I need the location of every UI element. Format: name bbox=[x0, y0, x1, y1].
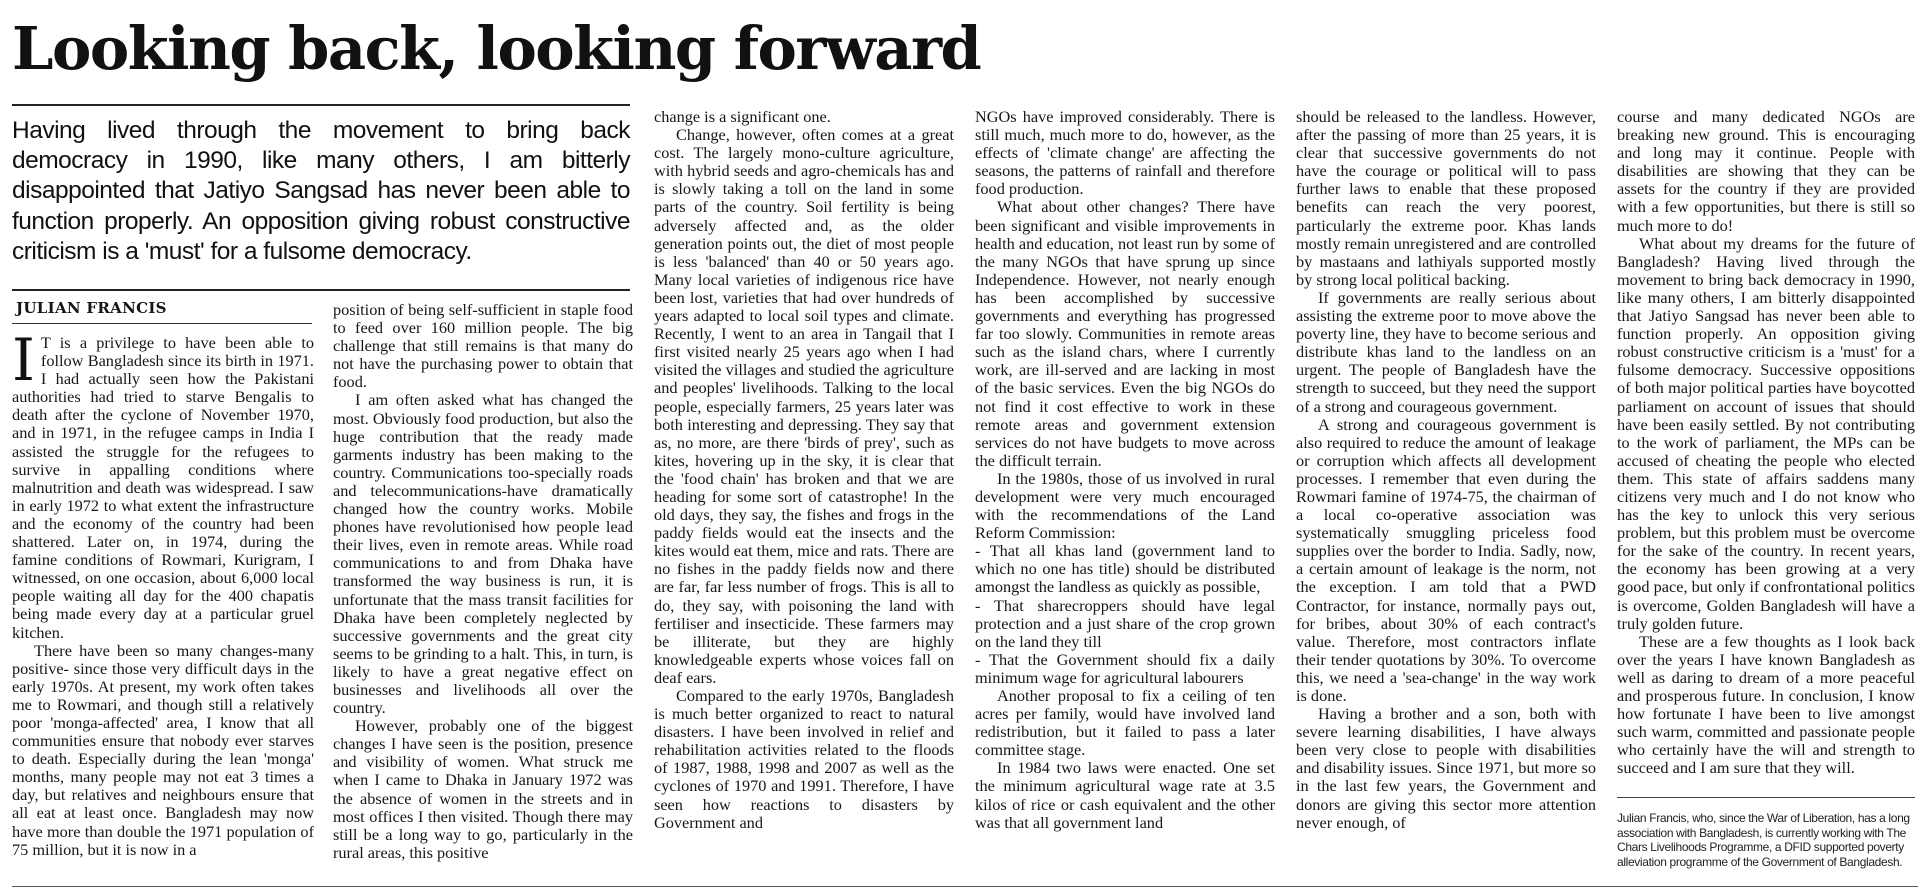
paragraph: should be released to the landless. However, after the passing of more than 25 years, it is clear that successive governments do not have the courage or political will to pass further laws to enable that these proposed benefits can reach the very poorest, particularly the extreme poor. Khas lands mostly remain unregistered and are controlled by mastaans and lathiyals supported mostly by strong local political backing. bbox=[1296, 108, 1596, 289]
paragraph bbox=[12, 334, 314, 642]
deck-rule bbox=[12, 289, 630, 291]
headline: Looking back, looking forward bbox=[12, 14, 981, 83]
bottom-rule bbox=[12, 886, 1918, 887]
paragraph: Compared to the early 1970s, Bangladesh is much better organized to react to natural disasters. I have been involved in relief and rehabilitation activities related to the floods of 1987, 1988, 1998 and 2007 as well as the cyclones of 1970 and 1991. Therefore, I have seen how reactions to disasters by Government and bbox=[654, 686, 954, 832]
article-column-1 bbox=[12, 334, 314, 886]
paragraph: position of being self-sufficient in staple food to feed over 160 million people. The big challenge that still remains is that many do not have the purchasing power to obtain that food. bbox=[333, 301, 633, 392]
bio-rule bbox=[1617, 797, 1915, 798]
paragraph: course and many dedicated NGOs are breaking new ground. This is encouraging and long may it continue. People with disabilities are showing that they can be assets for the country if they are provided with a few opportunities, but there is still so much more to do! bbox=[1617, 108, 1915, 235]
author-bio: Julian Francis, who, since the War of Liberation, has a long association with Bangladesh, is currently working with The Chars Livelihoods Programme, a DFID supported poverty alleviation programme of the Government of Bangladesh. bbox=[1617, 811, 1910, 869]
paragraph: There have been so many changes-many positive- since those very difficult days in the early 1970s. At present, my work often takes me to Rowmari, and though still a relatively poor 'monga-affected' area, I know that all communities ensure that nobody ever starves to death. Especially during the lean 'monga' months, many people may not eat 3 times a day, but relatives and neighbours ensure that all eat at least once. Bangladesh may now have more than double the 1971 population of 75 million, but it is now in a bbox=[12, 640, 314, 859]
paragraph: NGOs have improved considerably. There is still much, much more to do, however, as the effects of 'climate change' are affecting the seasons, the patterns of rainfall and therefore food production. bbox=[975, 108, 1275, 199]
paragraph: Change, however, often comes at a great cost. The largely mono-culture agriculture, with hybrid seeds and agro-chemicals has and is slowly taking a toll on the land in some parts of the country. Soil fertility is being adversely affected and, as the older generation points out, the diet of most people is less 'balanced' than 40 or 50 years ago. Many local varieties of indigenous rice have been lost, varieties that had over hundreds of years adapted to local soil types and climate. Recently, I went to an area in Tangail that I first visited nearly 25 years ago when I had visited the villages and studied the agriculture and peoples' livelihoods. Talking to the local people, especially farmers, 25 years later was both interesting and depressing. They say that as, no more, are there 'birds of prey', such as kites, hovering up in the sky, it is clear that the 'food chain' has broken and that we are heading for some sort of catastrophe! In the old days, they say, the fishes and frogs in the paddy fields would eat the insects and the kites would eat them, mice and rats. There are no fishes in the paddy fields now and there are far, far less number of frogs. This is all to do, they say, with poisoning the land with fertiliser and insecticide. These farmers may be illiterate, but they are highly knowledgeable experts whose voices fall on deaf ears. bbox=[654, 125, 954, 687]
article-column-4 bbox=[975, 108, 1275, 886]
drop-cap: I bbox=[12, 334, 35, 394]
list-item: - That the Government should fix a daily minimum wage for agricultural labourers bbox=[975, 649, 1275, 687]
paragraph: What about my dreams for the future of Bangladesh? Having lived through the movement to bring back democracy in 1990, like many others, I am bitterly disappointed that Jatiyo Sangsad has never been able to function properly. An opposition giving robust constructive criticism is a 'must' for a fulsome democracy. Successive oppositions of both major political parties have boycotted parliament on account of issues that should have been easily settled. By not contributing to the work of parliament, the MPs can be accused of cheating the people who elected them. This state of affairs saddens many citizens very much and I do not know who has the key to unlock this very serious problem, but this problem must be overcome for the sake of the country. In recent years, the economy has been growing at a very good pace, but only if confrontational politics is overcome, Golden Bangladesh will have a truly golden future. bbox=[1617, 233, 1915, 633]
paragraph: If governments are really serious about assisting the extreme poor to move above the poverty line, they have to become serious and distribute khas land to the landless on an urgent. The people of Bangladesh have the strength to succeed, but they need the support of a strong and courageous government. bbox=[1296, 287, 1596, 416]
paragraph: A strong and courageous government is also required to reduce the amount of leakage or corruption which affects all development processes. I remember that even during the Rowmari famine of 1974-75, the chairman of a local co-operative association was systematically smuggling priceless food supplies over the border to India. Sadly, now, a certain amount of leakage is the norm, not the exception. I am told that a PWD Contractor, for instance, normally pays out, for bribes, about 30% of each contract's value. Therefore, most contractors inflate their tender quotations by 30%. To overcome this, we need a 'sea-change' in the way work is done. bbox=[1296, 414, 1596, 705]
article-column-5 bbox=[1296, 108, 1596, 886]
deck-text: Having lived through the movement to bring back democracy in 1990, like many others, I am bitterly disappointed that Jatiyo Sangsad has never been able to function properly. An opposition giving robust constructive criticism is a 'must' for a fulsome democracy. bbox=[12, 117, 630, 265]
paragraph: These are a few thoughts as I look back over the years I have known Bangladesh as well as daring to dream of a more peaceful and prosperous future. In conclusion, I know how fortunate I have been to live amongst such warm, committed and passionate people who certainly have the will and strength to succeed and I am sure that they will. bbox=[1617, 631, 1915, 778]
byline: JULIAN FRANCIS bbox=[16, 299, 167, 317]
headline-rule bbox=[12, 104, 630, 106]
paragraph: However, probably one of the biggest changes I have seen is the position, presence and visibility of women. What struck me when I came to Dhaka in January 1972 was the absence of women in the streets and in most offices I then visited. Though there may still be a long way to go, particularly in the rural areas, this positive bbox=[333, 716, 633, 862]
byline-rule bbox=[12, 323, 312, 324]
paragraph: change is a significant one. bbox=[654, 108, 831, 126]
paragraph: I am often asked what has changed the most. Obviously food production, but also the huge contribution that the ready made garments industry has been making to the country. Communications too-specially roads and telecommunications-have dramatically changed how the country works. Mobile phones have revolutionised how people lead their lives, even in remote areas. While road communications to and from Dhaka have transformed the way business is run, it is unfortunate that the mass transit facilities for Dhaka have been completely neglected by successive governments and the great city seems to be grinding to a halt. This, in turn, is likely to have a great negative effect on businesses and livelihoods all over the country. bbox=[333, 390, 633, 718]
paragraph-text: T is a privilege to have been able to follow Bangladesh since its birth in 1971. I had actually seen how the Pakistani authorities had tried to starve Bengalis to death after the cyclone of November 1970, and in 1971, in the refugee camps in India I assisted the struggle for the refugees to survive in appalling conditions where malnutrition and death was widespread. I saw in early 1972 to what extent the infrastructure and the economy of the country had been shattered. Later on, in 1974, during the famine conditions of Rowmari, Kurigram, I witnessed, on one occasion, about 6,000 local people waiting all day for the 400 chapatis being made every day at a particular gruel kitchen. bbox=[12, 334, 314, 642]
list-item: - That all khas land (government land to which no one has title) should be distributed amongst the landless as quickly as possible, bbox=[975, 541, 1275, 597]
article-column-6 bbox=[1617, 108, 1915, 794]
paragraph: Another proposal to fix a ceiling of ten acres per family, would have involved land redistribution, but it failed to pass a later committee stage. bbox=[975, 686, 1275, 760]
paragraph: What about other changes? There have been significant and visible improvements in health and education, not least run by some of the many NGOs that have sprung up since Independence. However, not nearly enough has been accomplished by successive governments and everything has progressed far too slowly. Communities in remote areas such as the island chars, where I currently work, are ill-served and are lacking in most of the basic services. Even the big NGOs do not find it cost effective to work in these remote areas and government extension services do not have budgets to move across the difficult terrain. bbox=[975, 197, 1275, 470]
article-column-3 bbox=[654, 108, 954, 886]
paragraph: Having a brother and a son, both with severe learning disabilities, I have always been very close to people with disabilities and disability issues. Since 1971, but more so in the last few years, the Government and donors are giving this sector more attention never enough, of bbox=[1296, 704, 1596, 832]
article-column-2 bbox=[333, 301, 633, 886]
paragraph: In the 1980s, those of us involved in rural development were very much encouraged with the recommendations of the Land Reform Commission: bbox=[975, 468, 1275, 543]
paragraph: In 1984 two laws were enacted. One set the minimum agricultural wage rate at 3.5 kilos of rice or cash equivalent and the other was that all government land bbox=[975, 758, 1275, 832]
list-item: - That sharecroppers should have legal protection and a just share of the crop grown on the land they till bbox=[975, 595, 1275, 651]
